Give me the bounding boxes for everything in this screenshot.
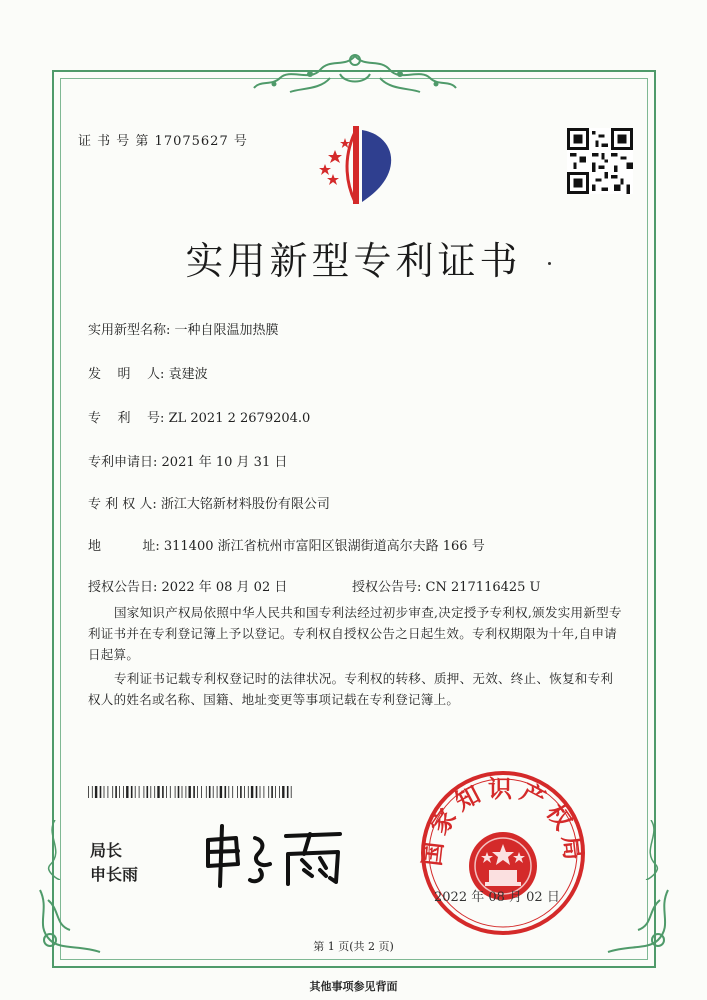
field-label: 专 利 号: (88, 411, 165, 426)
director-name: 申长雨 (90, 865, 139, 884)
patentee-row (88, 493, 330, 512)
address-row (88, 535, 485, 554)
certificate-number-value: 17075627 (154, 134, 229, 149)
field-value: 一种自限温加热膜 (174, 323, 279, 338)
field-value: CN 217116425 U (425, 580, 541, 595)
utility-model-name-row (88, 319, 279, 338)
grant-number-row (352, 576, 541, 595)
field-value: 2021 年 10 月 31 日 (161, 455, 288, 470)
field-value: 袁建波 (168, 367, 208, 382)
page-number: 第 1 页(共 2 页) (313, 940, 394, 953)
decorative-dot (548, 262, 551, 265)
seal-text: 国家知识产权局 (418, 774, 588, 868)
application-date-row (88, 451, 287, 470)
director-title: 局长 (90, 841, 123, 860)
barcode-icon (88, 786, 296, 798)
grant-date-row (88, 576, 287, 595)
field-label: 实用新型名称: (88, 323, 171, 338)
left-side-ornament-icon (40, 820, 70, 880)
page-title: 实用新型专利证书 (185, 239, 522, 283)
field-label: 专利申请日: (88, 455, 158, 470)
inventor-row (88, 363, 208, 382)
field-value: ZL 2021 2 2679204.0 (168, 411, 311, 426)
handwritten-signature-icon (200, 818, 350, 888)
field-label: 授权公告日: (88, 580, 158, 595)
patent-number-row (88, 407, 310, 426)
certificate-number-label: 证 书 号 第 (78, 134, 150, 149)
certificate-number-suffix: 号 (233, 134, 248, 149)
certificate-number (78, 130, 248, 149)
field-label: 发 明 人: (88, 367, 165, 382)
right-side-ornament-icon (636, 820, 666, 880)
field-label: 地 址: (88, 539, 160, 554)
seal-date: 2022 年 08 月 02 日 (434, 890, 560, 905)
field-value: 311400 浙江省杭州市富阳区银湖街道高尔夫路 166 号 (163, 539, 485, 554)
official-seal-icon (418, 768, 588, 938)
cnipa-logo-icon (307, 120, 407, 210)
field-value: 浙江大铭新材料股份有限公司 (160, 497, 330, 512)
body-paragraph: 专利证书记载专利权登记时的法律状况。专利权的转移、质押、无效、终止、恢复和专利权人的姓名或名称、国籍、地址变更等事项记载在专利登记簿上。 (88, 671, 614, 707)
body-paragraph: 国家知识产权局依照中华人民共和国专利法经过初步审查,决定授予专利权,颁发实用新型专利证书并在专利登记簿上予以登记。专利权自授权公告之日起生效。专利权期限为十年,自申请日起算。 (88, 605, 622, 662)
field-value: 2022 年 08 月 02 日 (161, 580, 288, 595)
top-ornament-icon (250, 48, 460, 98)
qr-code-icon (567, 128, 633, 194)
footer-note: 其他事项参见背面 (309, 980, 398, 993)
field-label: 授权公告号: (352, 580, 422, 595)
field-label: 专 利 权 人: (88, 497, 157, 512)
